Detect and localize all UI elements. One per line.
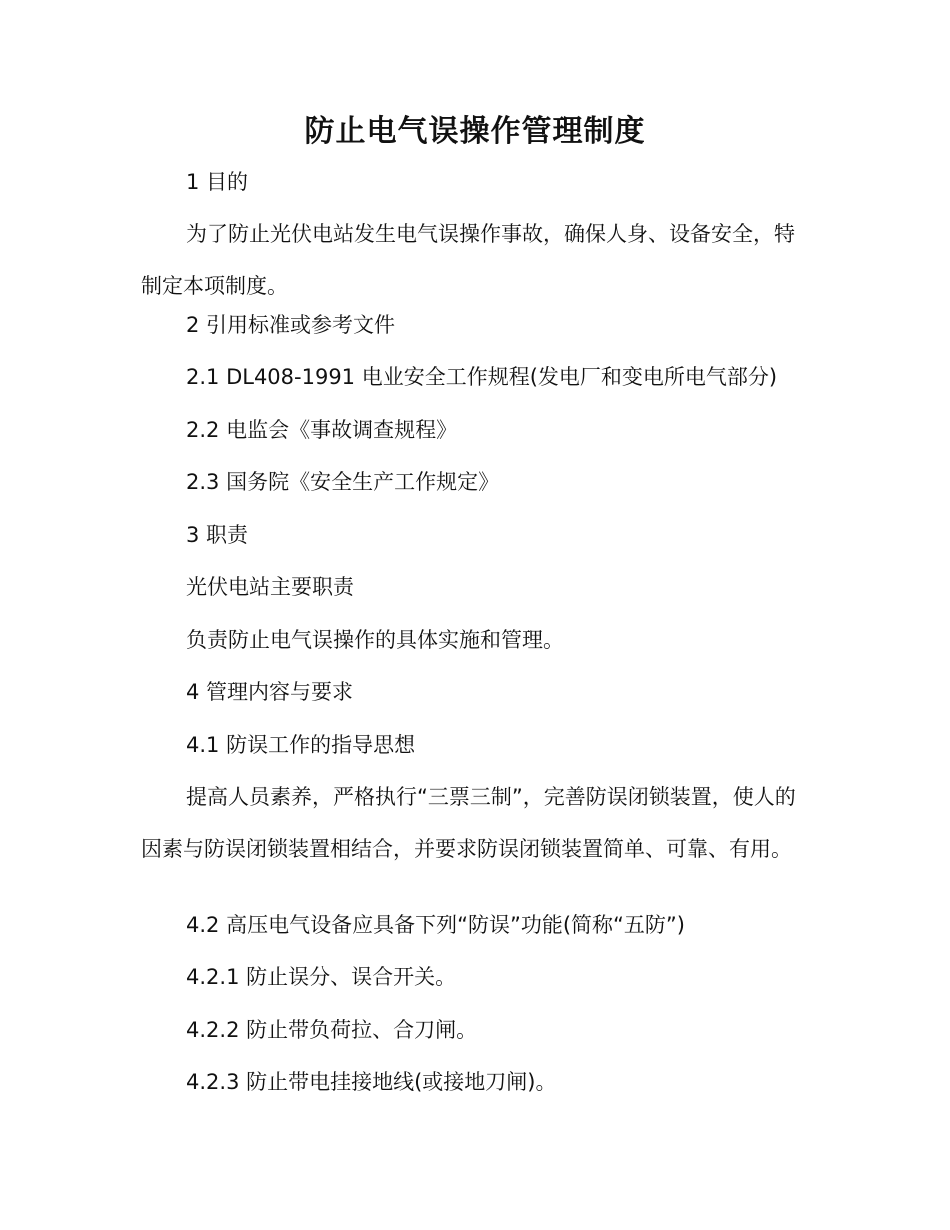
reference-2-2: 2.2 电监会《事故调查规程》 <box>186 418 458 442</box>
responsibility-title: 光伏电站主要职责 <box>186 575 354 599</box>
reference-2-1: 2.1 DL408-1991 电业安全工作规程(发电厂和变电所电气部分) <box>186 365 778 389</box>
item-4-2-1: 4.2.1 防止误分、误合开关。 <box>186 965 457 989</box>
item-4-2-3: 4.2.3 防止带电挂接地线(或接地刀闸)。 <box>186 1070 557 1094</box>
item-4-2-2: 4.2.2 防止带负荷拉、合刀闸。 <box>186 1018 478 1042</box>
section-1-heading: 1 目的 <box>186 170 249 194</box>
section-3-heading: 3 职责 <box>186 523 249 547</box>
section-4-1-heading: 4.1 防误工作的指导思想 <box>186 733 416 757</box>
guiding-principle-paragraph: 提高人员素养，严格执行“三票三制”，完善防误闭锁装置，使人的因素与防误闭锁装置相结合，并要求防误闭锁装置简单、可靠、有用。 <box>141 785 796 861</box>
document-title: 防止电气误操作管理制度 <box>304 114 646 149</box>
section-4-heading: 4 管理内容与要求 <box>186 680 354 704</box>
section-2-heading: 2 引用标准或参考文件 <box>186 313 396 337</box>
purpose-paragraph: 为了防止光伏电站发生电气误操作事故，确保人身、设备安全，特制定本项制度。 <box>141 222 795 298</box>
responsibility-text: 负责防止电气误操作的具体实施和管理。 <box>186 628 564 652</box>
reference-2-3: 2.3 国务院《安全生产工作规定》 <box>186 470 500 494</box>
section-4-2-heading: 4.2 高压电气设备应具备下列“防误”功能(简称“五防”) <box>186 913 685 937</box>
